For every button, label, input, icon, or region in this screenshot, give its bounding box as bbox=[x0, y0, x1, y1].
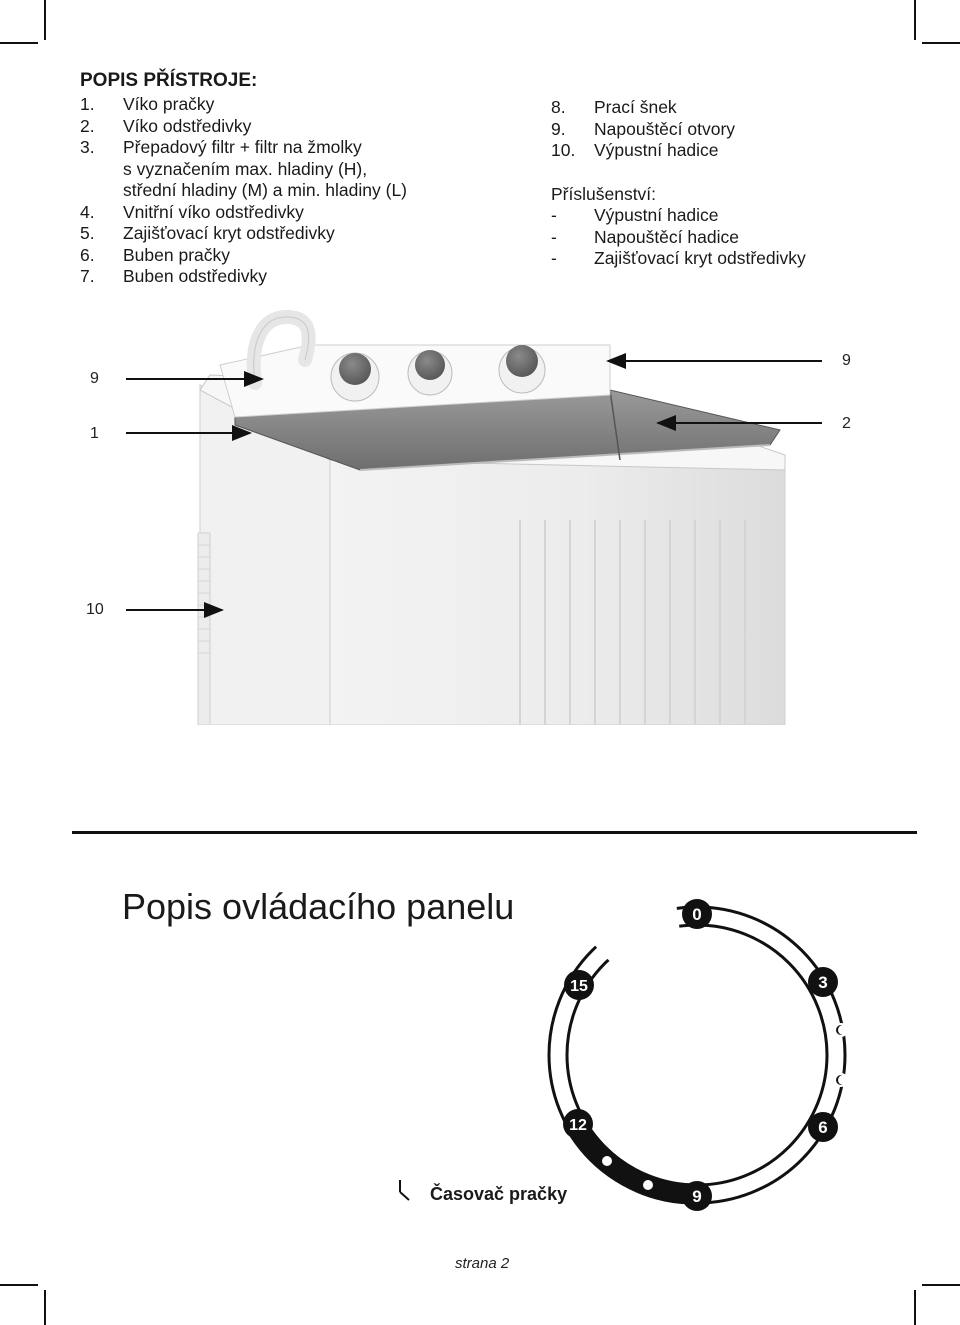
dial-marker-6 bbox=[808, 1112, 838, 1142]
timer-icon bbox=[380, 1170, 420, 1214]
crop-mark bbox=[922, 1284, 960, 1286]
list-item: 9. Napouštěcí otvory bbox=[551, 118, 736, 139]
dial-marker-0 bbox=[682, 899, 712, 929]
list-item: 8. Prací šnek bbox=[551, 97, 677, 117]
list-item: - Výpustní hadice bbox=[551, 205, 719, 225]
crop-mark bbox=[0, 1284, 38, 1286]
list-item: 7. Buben odstředivky bbox=[80, 266, 267, 286]
dial-label: 12 bbox=[569, 1117, 587, 1134]
dial-marker-15 bbox=[564, 970, 594, 1000]
crop-mark bbox=[914, 1290, 916, 1325]
device-description-heading: POPIS PŘÍSTROJE: bbox=[80, 70, 258, 91]
dial-label: 15 bbox=[570, 978, 588, 995]
list-item: 2. Víko odstředivky bbox=[80, 115, 252, 136]
callout-label: 10 bbox=[86, 601, 104, 618]
dial-marker-9 bbox=[682, 1181, 712, 1211]
callout-label: 9 bbox=[842, 352, 851, 369]
callout-label: 9 bbox=[90, 370, 99, 387]
list-item: - Zajišťovací kryt odstředivky bbox=[551, 248, 806, 268]
list-item: 4. Vnitřní víko odstředivky bbox=[80, 201, 304, 222]
page-number: strana 2 bbox=[455, 1255, 510, 1272]
list-item: s vyznačením max. hladiny (H), bbox=[123, 158, 368, 179]
dial-marker-12 bbox=[563, 1109, 593, 1139]
list-item: 6. Buben pračky bbox=[80, 244, 231, 265]
list-item: - Napouštěcí hadice bbox=[551, 226, 739, 247]
accessories-heading: Příslušenství: bbox=[551, 184, 657, 204]
callout-label: 1 bbox=[90, 425, 99, 442]
dial-label: 9 bbox=[692, 1187, 702, 1206]
control-panel-title: Popis ovládacího panelu bbox=[122, 886, 515, 927]
list-item: střední hladiny (M) a min. hladiny (L) bbox=[123, 180, 407, 200]
list-item: 3. Přepadový filtr + filtr na žmolky bbox=[80, 137, 362, 157]
dial-label: 0 bbox=[692, 905, 702, 924]
list-item: 10. Výpustní hadice bbox=[551, 140, 719, 160]
list-item: 1. Víko pračky bbox=[80, 94, 215, 114]
section-divider bbox=[72, 831, 917, 834]
dial-label: 6 bbox=[818, 1118, 828, 1137]
dial-marker-3 bbox=[808, 967, 838, 997]
crop-mark bbox=[44, 1290, 46, 1325]
callout-label: 2 bbox=[842, 415, 851, 432]
list-item: 5. Zajišťovací kryt odstředivky bbox=[80, 223, 335, 243]
dial-label: 3 bbox=[818, 973, 828, 992]
timer-dial bbox=[540, 895, 870, 1225]
timer-label: Časovač pračky bbox=[430, 1184, 568, 1204]
